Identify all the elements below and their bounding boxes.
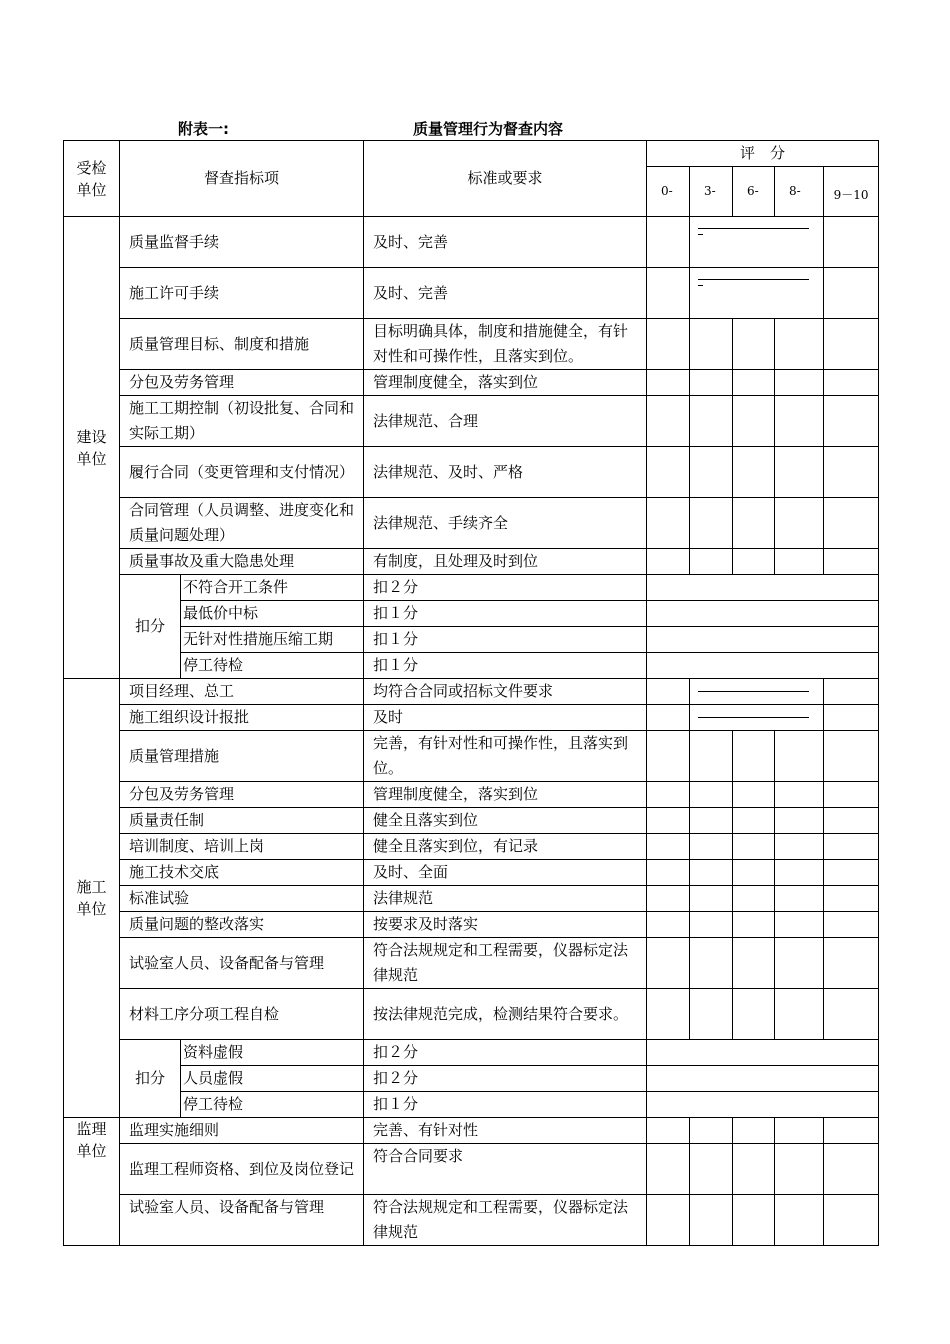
score-cell [733,1195,775,1246]
score-cell [733,860,775,886]
score-cell [733,370,775,396]
inspection-table [63,140,879,1246]
header-unit: 受检 单位 [64,141,120,217]
score-cell [824,679,879,705]
score-cell [824,705,879,731]
score-col-0: 0- [647,167,690,217]
score-cell [733,989,775,1040]
item-cell: 质量事故及重大隐患处理 [120,549,364,575]
score-cell [824,498,879,549]
deduct-standard: 扣１分 [364,601,647,627]
score-cell [647,396,690,447]
deduct-item: 资料虚假 [181,1040,364,1066]
score-cell [824,912,879,938]
item-cell: 材料工序分项工程自检 [120,989,364,1040]
item-cell: 质量问题的整改落实 [120,912,364,938]
score-col-8: 8- [775,167,824,217]
table-title: 质量管理行为督查内容 [413,120,564,138]
score-cell [647,268,690,319]
score-cell [824,549,879,575]
deduct-score [647,653,879,679]
deduct-standard: 扣１分 [364,1092,647,1118]
score-cell [690,834,733,860]
score-cell [647,834,690,860]
score-cell [775,447,824,498]
standard-cell: 健全且落实到位，有记录 [364,834,647,860]
deduct-item: 人员虚假 [181,1066,364,1092]
standard-cell: 按要求及时落实 [364,912,647,938]
score-cell [824,447,879,498]
standard-cell: 均符合合同或招标文件要求 [364,679,647,705]
unit-construction-owner: 建设 单位 [64,217,120,679]
score-cell [775,938,824,989]
score-not-applicable [690,217,824,268]
score-cell [775,549,824,575]
score-cell [775,396,824,447]
score-cell [690,1144,733,1195]
item-cell: 履行合同（变更管理和支付情况） [120,447,364,498]
standard-cell: 及时、全面 [364,860,647,886]
score-cell [647,319,690,370]
score-cell [775,1144,824,1195]
standard-cell: 按法律规范完成，检测结果符合要求。 [364,989,647,1040]
standard-cell: 管理制度健全，落实到位 [364,782,647,808]
deduct-score [647,1040,879,1066]
standard-cell: 完善，有针对性和可操作性，且落实到位。 [364,731,647,782]
score-not-applicable [690,679,824,705]
header-standard: 标准或要求 [364,141,647,217]
score-cell [647,1118,690,1144]
score-cell [824,319,879,370]
score-cell [824,938,879,989]
score-cell [775,498,824,549]
deduct-item: 不符合开工条件 [181,575,364,601]
score-cell [824,989,879,1040]
score-cell [647,549,690,575]
standard-cell: 管理制度健全，落实到位 [364,370,647,396]
score-cell [647,1195,690,1246]
score-cell [824,834,879,860]
deduct-label: 扣分 [120,575,181,679]
item-cell: 质量管理措施 [120,731,364,782]
item-cell: 培训制度、培训上岗 [120,834,364,860]
score-cell [824,1195,879,1246]
score-cell [824,731,879,782]
score-cell [824,217,879,268]
score-cell [690,912,733,938]
score-not-applicable [690,268,824,319]
deduct-score [647,1066,879,1092]
deduct-standard: 扣２分 [364,1066,647,1092]
score-cell [690,989,733,1040]
score-cell [775,808,824,834]
score-cell [690,396,733,447]
deduct-item: 最低价中标 [181,601,364,627]
score-cell [647,679,690,705]
unit-supervisor: 监理 单位 [64,1118,120,1246]
score-cell [733,319,775,370]
score-cell [775,834,824,860]
deduct-score [647,1092,879,1118]
standard-cell: 及时、完善 [364,268,647,319]
unit-contractor: 施工 单位 [64,679,120,1118]
header-score: 评 分 [647,141,879,167]
deduct-score [647,627,879,653]
item-cell: 试验室人员、设备配备与管理 [120,938,364,989]
score-cell [647,705,690,731]
score-cell [647,370,690,396]
score-cell [647,782,690,808]
score-cell [775,886,824,912]
standard-cell: 符合法规规定和工程需要，仪器标定法律规范 [364,1195,647,1246]
standard-cell: 符合法规规定和工程需要，仪器标定法律规范 [364,938,647,989]
score-cell [733,498,775,549]
item-cell: 质量监督手续 [120,217,364,268]
score-cell [647,808,690,834]
score-cell [690,886,733,912]
item-cell: 分包及劳务管理 [120,782,364,808]
item-cell: 标准试验 [120,886,364,912]
standard-cell: 健全且落实到位 [364,808,647,834]
score-cell [775,912,824,938]
score-cell [690,447,733,498]
score-cell [733,912,775,938]
deduct-score [647,601,879,627]
score-cell [733,886,775,912]
score-col-9-10: 9－10 [824,167,879,217]
deduct-standard: 扣１分 [364,653,647,679]
item-cell: 施工许可手续 [120,268,364,319]
item-cell: 施工技术交底 [120,860,364,886]
score-cell [733,447,775,498]
score-cell [647,938,690,989]
score-cell [824,1144,879,1195]
table-label: 附表一: [178,120,229,138]
score-cell [824,396,879,447]
score-cell [690,319,733,370]
item-cell: 试验室人员、设备配备与管理 [120,1195,364,1246]
score-cell [690,1118,733,1144]
score-cell [690,549,733,575]
score-cell [733,396,775,447]
standard-cell: 目标明确具体，制度和措施健全，有针对性和可操作性，且落实到位。 [364,319,647,370]
deduct-label: 扣分 [120,1040,181,1118]
item-cell: 合同管理（人员调整、进度变化和质量问题处理） [120,498,364,549]
deduct-standard: 扣２分 [364,1040,647,1066]
deduct-item: 停工待检 [181,653,364,679]
standard-cell: 有制度，且处理及时到位 [364,549,647,575]
standard-cell: 及时 [364,705,647,731]
score-cell [733,549,775,575]
score-cell [824,782,879,808]
header-item: 督查指标项 [120,141,364,217]
score-cell [775,782,824,808]
score-cell [647,989,690,1040]
score-cell [775,1195,824,1246]
deduct-item: 无针对性措施压缩工期 [181,627,364,653]
score-cell [733,731,775,782]
item-cell: 分包及劳务管理 [120,370,364,396]
score-cell [690,370,733,396]
score-cell [775,989,824,1040]
score-cell [690,731,733,782]
deduct-standard: 扣２分 [364,575,647,601]
score-cell [690,498,733,549]
score-cell [733,1118,775,1144]
score-cell [824,808,879,834]
score-cell [775,731,824,782]
score-cell [824,1118,879,1144]
score-cell [775,370,824,396]
score-cell [647,217,690,268]
standard-cell: 及时、完善 [364,217,647,268]
score-cell [690,782,733,808]
deduct-item: 停工待检 [181,1092,364,1118]
score-cell [690,1195,733,1246]
score-cell [775,860,824,886]
item-cell: 施工组织设计报批 [120,705,364,731]
score-cell [647,498,690,549]
score-cell [824,268,879,319]
score-cell [733,782,775,808]
score-cell [824,886,879,912]
item-cell: 监理工程师资格、到位及岗位登记 [120,1144,364,1195]
deduct-standard: 扣１分 [364,627,647,653]
score-cell [647,447,690,498]
standard-cell: 法律规范、及时、严格 [364,447,647,498]
standard-cell: 法律规范 [364,886,647,912]
score-cell [775,319,824,370]
score-cell [733,834,775,860]
score-cell [775,1118,824,1144]
score-cell [824,860,879,886]
score-cell [690,938,733,989]
score-cell [690,808,733,834]
score-cell [690,860,733,886]
score-col-3: 3- [690,167,733,217]
item-cell: 质量责任制 [120,808,364,834]
score-col-6: 6- [733,167,775,217]
score-cell [647,731,690,782]
item-cell: 监理实施细则 [120,1118,364,1144]
standard-cell: 法律规范、手续齐全 [364,498,647,549]
standard-cell: 完善、有针对性 [364,1118,647,1144]
score-cell [733,1144,775,1195]
score-cell [647,860,690,886]
score-cell [824,370,879,396]
deduct-score [647,575,879,601]
score-cell [733,938,775,989]
item-cell: 施工工期控制（初设批复、合同和实际工期） [120,396,364,447]
score-cell [647,886,690,912]
item-cell: 项目经理、总工 [120,679,364,705]
item-cell: 质量管理目标、制度和措施 [120,319,364,370]
standard-cell: 法律规范、合理 [364,396,647,447]
standard-cell: 符合合同要求 [364,1144,647,1195]
score-cell [647,912,690,938]
score-cell [647,1144,690,1195]
score-not-applicable [690,705,824,731]
score-cell [733,808,775,834]
